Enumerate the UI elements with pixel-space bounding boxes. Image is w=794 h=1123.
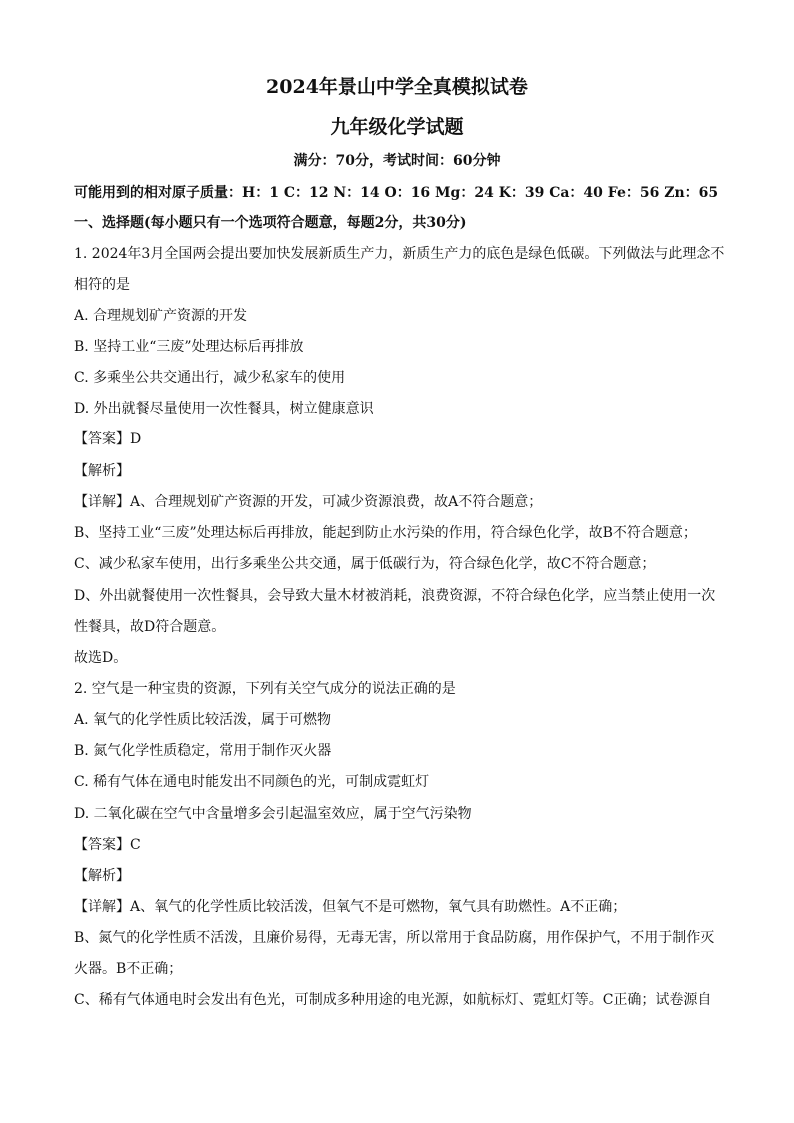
q2-stem: 2. 空气是一种宝贵的资源，下列有关空气成分的说法正确的是 [74, 681, 456, 697]
q1-detail-2: B、坚持工业“三废”处理达标后再排放，能起到防止水污染的作用，符合绿色化学，故B不符合题意； [74, 525, 697, 541]
q2-detail-3: 火器。B不正确； [74, 961, 183, 977]
q1-stem-line1: 1. 2024年3月全国两会提出要加快发展新质生产力，新质生产力的底色是绿色低碳。下列做法与此理念不 [74, 246, 725, 262]
q1-conclusion: 故选D。 [74, 650, 128, 666]
q2-detail-2: B、氮气的化学性质不活泼，且廉价易得，无毒无害，所以常用于食品防腐，用作保护气，不用于制作灭 [74, 930, 715, 946]
exam-subtitle: 九年级化学试题 [330, 116, 464, 138]
q2-option-c: C. 稀有气体在通电时能发出不同颜色的光，可制成霓虹灯 [74, 774, 430, 790]
q2-option-a: A. 氧气的化学性质比较活泼，属于可燃物 [74, 712, 332, 728]
q1-option-d: D. 外出就餐尽量使用一次性餐具，树立健康意识 [74, 401, 374, 417]
q1-detail-4: D、外出就餐使用一次性餐具，会导致大量木材被消耗，浪费资源，不符合绿色化学，应当禁止使用一次 [74, 588, 716, 604]
q2-option-d: D. 二氧化碳在空气中含量增多会引起温室效应，属于空气污染物 [74, 806, 472, 822]
q2-answer: 【答案】C [74, 837, 141, 853]
q1-analysis-label: 【解析】 [74, 463, 130, 479]
q1-detail-1: 【详解】A、合理规划矿产资源的开发，可减少资源浪费，故A不符合题意； [74, 494, 543, 510]
section-heading: 一、选择题(每小题只有一个选项符合题意，每题2分，共30分) [74, 215, 467, 231]
q1-option-c: C. 多乘坐公共交通出行，减少私家车的使用 [74, 370, 346, 386]
q2-option-b: B. 氮气化学性质稳定，常用于制作灭火器 [74, 743, 332, 759]
q1-detail-3: C、减少私家车使用，出行多乘坐公共交通，属于低碳行为，符合绿色化学，故C不符合题意； [74, 556, 656, 572]
q1-option-a: A. 合理规划矿产资源的开发 [74, 308, 248, 324]
q1-stem-line2: 相符的是 [74, 277, 130, 293]
q1-detail-5: 性餐具，故D符合题意。 [74, 619, 226, 635]
q1-option-b: B. 坚持工业“三废”处理达标后再排放 [74, 339, 304, 355]
q2-analysis-label: 【解析】 [74, 868, 130, 884]
q2-detail-1: 【详解】A、氧气的化学性质比较活泼，但氧气不是可燃物，氧气具有助燃性。A不正确； [74, 899, 627, 915]
atomic-masses: 可能用到的相对原子质量：H：1 C：12 N：14 O：16 Mg：24 K：39 Ca：40 Fe：56 Zn：65 [74, 185, 719, 201]
q2-detail-4: C、稀有气体通电时会发出有色光，可制成多种用途的电光源，如航标灯、霓虹灯等。C正确；试卷源自 [74, 992, 712, 1008]
score-info: 满分：70分，考试时间：60分钟 [293, 153, 501, 169]
q1-answer: 【答案】D [74, 431, 142, 447]
exam-title: 2024年景山中学全真模拟试卷 [266, 76, 528, 98]
